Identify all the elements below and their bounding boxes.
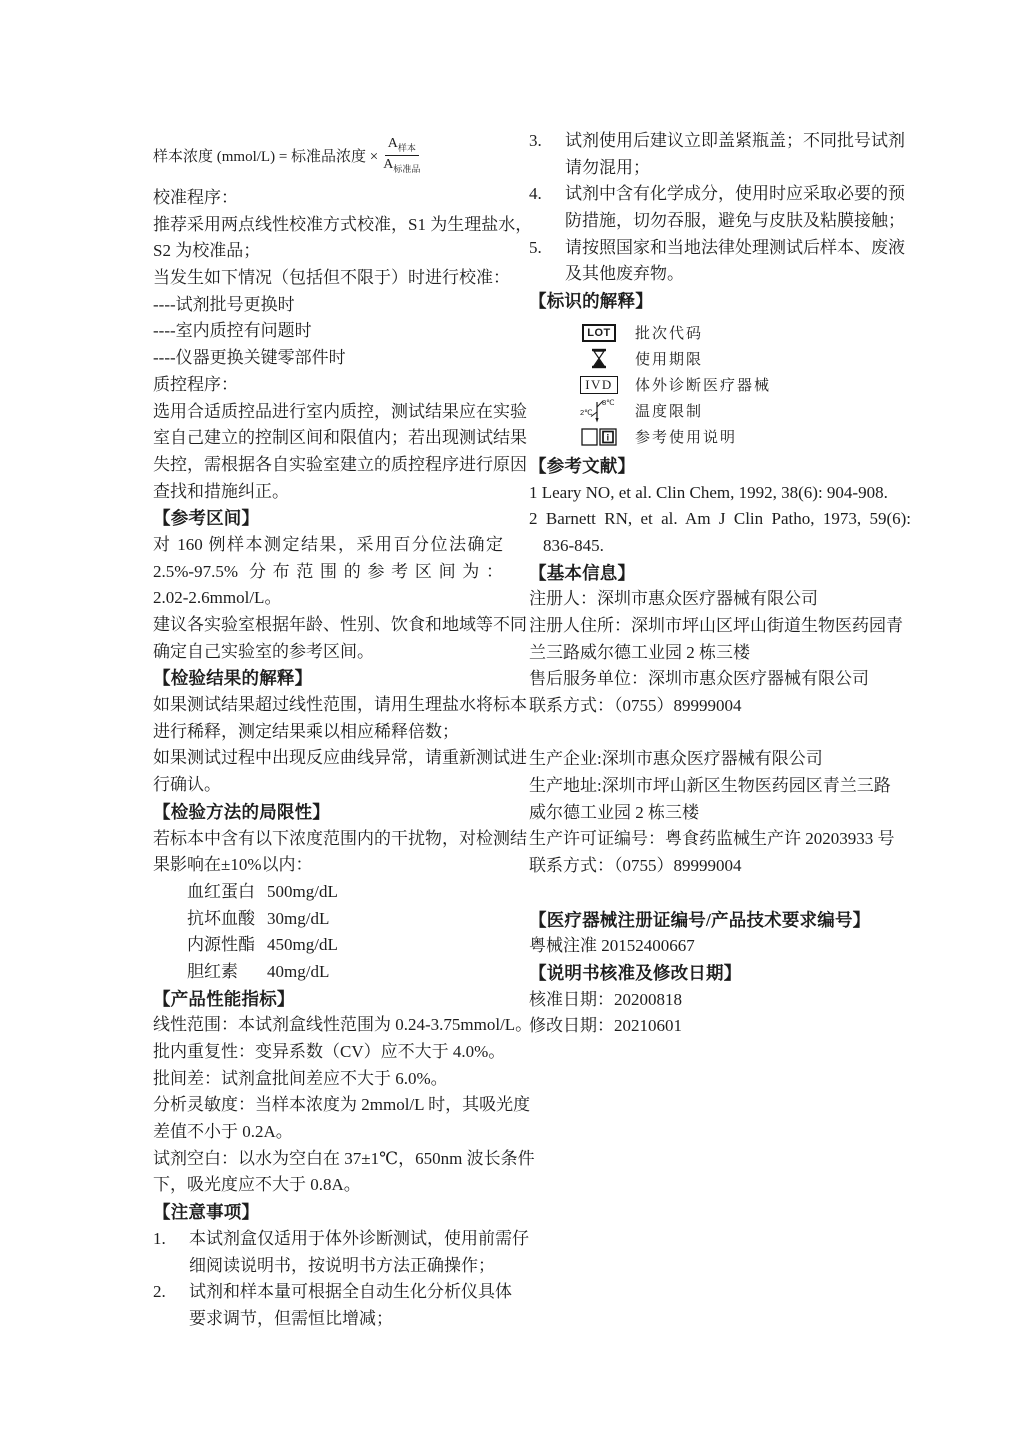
list-number: 3.: [529, 131, 542, 150]
lot-box-label: LOT: [582, 324, 616, 342]
text-line: 联系方式：（0755）89999004: [529, 856, 742, 876]
list-number: 1.: [153, 1228, 166, 1248]
interferent-name: 血红蛋白: [187, 881, 255, 901]
list-item: [529, 128, 911, 155]
symbol-row: [563, 346, 911, 372]
text-line: 建议各实验室根据年龄、性别、饮食和地域等不同: [153, 615, 527, 634]
interferent-value: 450mg/dL: [267, 935, 338, 955]
text-line: 校准程序：: [153, 188, 238, 207]
text-line: 行确认。: [153, 775, 221, 795]
ivd-box-label: IVD: [580, 376, 618, 394]
list-text: 请按照国家和当地法律处理测试后样本、废液: [565, 237, 905, 257]
text-line: 生产地址:深圳市坪山新区生物医药园区青兰三路: [529, 776, 891, 796]
text-line: ----室内质控有问题时: [153, 321, 312, 341]
list-number: 5.: [529, 237, 542, 257]
text-line: 1 Leary NO, et al. Clin Chem, 1992, 38(6): 904-908.: [529, 482, 888, 502]
svg-text:i: i: [606, 432, 610, 444]
text-line: 核准日期：20200818: [529, 989, 682, 1009]
interferent-value: 40mg/dL: [267, 961, 330, 981]
text-line: 联系方式：（0755）89999004: [529, 696, 742, 715]
text-line: 确定自己实验室的参考区间。: [153, 641, 374, 661]
section-heading: 【检验结果的解释】: [153, 668, 313, 689]
symbol-label: 批次代码: [635, 326, 704, 343]
text-line: 质控程序：: [153, 374, 238, 394]
text-line: 如果测试过程中出现反应曲线异常，请重新测试进: [153, 748, 527, 768]
symbol-label: 参考使用说明: [635, 430, 738, 447]
list-item: [153, 1226, 529, 1253]
hourglass-glyph: [590, 348, 608, 369]
text-line: 下，吸光度应不大于 0.8A。: [153, 1175, 361, 1195]
list-text: 试剂使用后建议立即盖紧瓶盖；不同批号试剂: [565, 131, 905, 150]
formula-numerator: $A_{样本}$: [385, 136, 419, 155]
list-item: [529, 181, 911, 208]
svg-text:2℃: 2℃: [580, 408, 593, 418]
formula-denominator: $A_{标准品}$: [383, 156, 421, 174]
consult-instructions-glyph: [580, 426, 618, 448]
section-heading: 【基本信息】: [529, 562, 636, 583]
list-item-continuation: 防措施，切勿吞服，避免与皮肤及粘膜接触；: [565, 211, 905, 231]
interferent-name: 抗坏血酸: [187, 908, 255, 928]
interferent-row: [153, 906, 503, 933]
text-line: 推荐采用两点线性校准方式校准，S1 为生理盐水，: [153, 214, 533, 234]
text-line: 对 160 例样本测定结果，采用百分位法确定: [153, 534, 503, 554]
formula-line: [153, 128, 503, 182]
interferent-value: 500mg/dL: [267, 881, 338, 901]
text-line: 失控，需根据各自实验室建立的质控程序进行原因: [153, 454, 527, 474]
section-heading: 【医疗器械注册证编号/产品技术要求编号】: [529, 909, 871, 930]
text-line: 试剂空白：以水为空白在 37±1℃，650nm 波长条件: [153, 1148, 535, 1168]
text-line: 若标本中含有以下浓度范围内的干扰物，对检测结: [153, 828, 527, 848]
text-line: 2 Barnett RN, et al. Am J Clin Patho, 1973, 59(6):: [529, 509, 911, 529]
formula-lhs: 样本浓度 (mmol/L) = 标准品浓度 ×: [153, 148, 379, 165]
text-line: 差值不小于 0.2A。: [153, 1122, 293, 1142]
text-line: 生产企业:深圳市惠众医疗器械有限公司: [529, 749, 823, 769]
interferent-row: [153, 932, 503, 959]
text-line: 威尔德工业园 2 栋三楼: [529, 802, 699, 822]
interferent-value: 30mg/dL: [267, 908, 330, 928]
section-heading: 【检验方法的局限性】: [153, 801, 330, 822]
symbol-row: [563, 320, 911, 346]
text-line: 进行稀释，测定结果乘以相应稀释倍数；: [153, 721, 459, 741]
text-line: 粤械注准 20152400667: [529, 936, 695, 956]
left-column: [153, 128, 535, 1333]
text-line: ----试剂批号更换时: [153, 294, 295, 314]
text-line: 当发生如下情况（包括但不限于）时进行校准：: [153, 268, 510, 288]
hourglass-icon: [563, 348, 635, 369]
text-line: 2.02-2.6mmol/L。: [153, 588, 282, 608]
interferent-row: [153, 959, 503, 986]
symbol-label: 体外诊断医疗器械: [635, 378, 772, 395]
text-line: 修改日期：20210601: [529, 1016, 682, 1036]
text-line: 选用合适质控品进行室内质控，测试结果应在实验: [153, 401, 527, 421]
ivd-icon: [563, 376, 635, 394]
text-line: 售后服务单位：深圳市惠众医疗器械有限公司: [529, 669, 869, 689]
list-text: 本试剂盒仅适用于体外诊断测试，使用前需仔: [189, 1228, 529, 1248]
text-line: 兰三路威尔德工业园 2 栋三楼: [529, 642, 750, 662]
symbols-legend: [529, 315, 911, 453]
lot-icon: [563, 324, 635, 342]
interferent-name: 胆红素: [187, 961, 238, 981]
symbol-row: [563, 398, 911, 424]
list-item-continuation: 要求调节，但需恒比增减；: [189, 1308, 393, 1328]
interferent-row: [153, 879, 503, 906]
symbol-label: 使用期限: [635, 352, 704, 369]
text-line: 批间差：试剂盒批间差应不大于 6.0%。: [153, 1068, 448, 1088]
temperature-limit-glyph: [578, 397, 620, 424]
text-line: ----仪器更换关键零部件时: [153, 348, 346, 368]
right-column: [529, 128, 911, 1040]
list-item-continuation: 请勿混用；: [565, 157, 650, 177]
reference-continuation: 836-845.: [543, 535, 604, 555]
svg-text:8℃: 8℃: [602, 398, 615, 408]
text-line: 果影响在±10%以内：: [153, 855, 313, 875]
formula-fraction: [383, 136, 420, 173]
section-heading: 【标识的解释】: [529, 291, 653, 312]
section-heading: 【说明书核准及修改日期】: [529, 962, 742, 983]
section-heading: 【参考文献】: [529, 455, 636, 476]
text-line: 批内重复性：变异系数（CV）应不大于 4.0%。: [153, 1042, 506, 1061]
symbol-row: [563, 372, 911, 398]
text-line: 生产许可证编号：粤食药监械生产许 20203933 号: [529, 829, 895, 849]
text-line: 分析灵敏度：当样本浓度为 2mmol/L 时，其吸光度: [153, 1095, 531, 1115]
symbol-label: 温度限制: [635, 404, 704, 421]
temperature-limit-icon: [563, 397, 635, 424]
section-heading: 【注意事项】: [153, 1202, 260, 1223]
blank-line: [529, 880, 911, 907]
section-heading: 【产品性能指标】: [153, 988, 295, 1009]
text-line: 如果测试结果超过线性范围，请用生理盐水将标本: [153, 695, 527, 715]
blank-line: [529, 720, 911, 747]
text-line: 2.5%-97.5% 分布范围的参考区间为：: [153, 561, 503, 581]
text-line: S2 为校准品；: [153, 241, 261, 261]
list-item-continuation: 细阅读说明书，按说明书方法正确操作；: [189, 1255, 495, 1275]
symbol-row: [563, 424, 911, 450]
text-line: 室自己建立的控制区间和限值内；若出现测试结果: [153, 428, 527, 448]
consult-instructions-icon: [563, 426, 635, 448]
section-heading: 【参考区间】: [153, 508, 260, 529]
text-line: 注册人住所：深圳市坪山区坪山街道生物医药园青: [529, 615, 903, 635]
list-text: 试剂中含有化学成分，使用时应采取必要的预: [565, 184, 905, 204]
text-line: 线性范围：本试剂盒线性范围为 0.24-3.75mmol/L。: [153, 1015, 533, 1035]
text-line: 注册人：深圳市惠众医疗器械有限公司: [529, 589, 818, 609]
list-item: [529, 235, 911, 262]
list-item: [153, 1279, 512, 1306]
list-item-continuation: 及其他废弃物。: [565, 264, 684, 284]
text-line: 查找和措施纠正。: [153, 481, 289, 501]
list-text: 试剂和样本量可根据全自动生化分析仪具体: [189, 1282, 512, 1302]
list-number: 4.: [529, 184, 542, 204]
list-number: 2.: [153, 1282, 166, 1302]
interferent-name: 内源性酯: [187, 935, 255, 955]
